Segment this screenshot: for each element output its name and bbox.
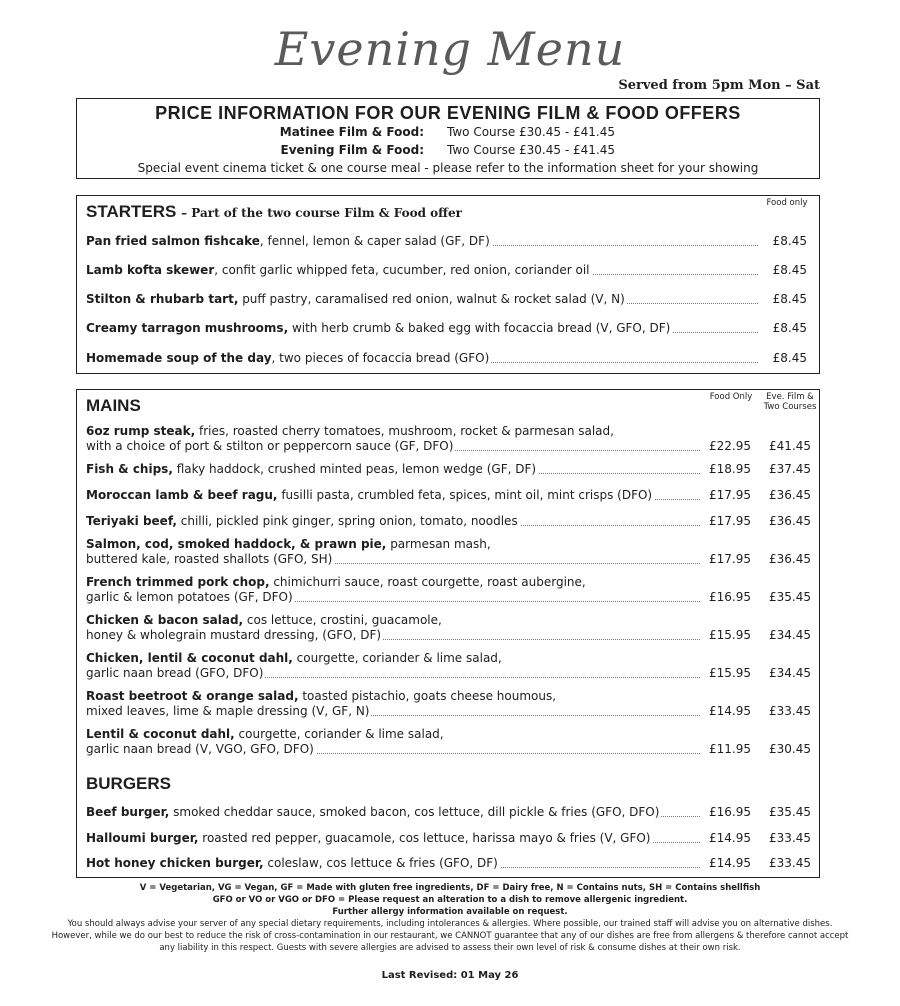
list-item (86, 462, 700, 477)
starters-note: – Part of the two course Film & Food offer (181, 206, 462, 220)
item-price: £8.45 (772, 234, 807, 248)
burgers-heading: BURGERS (86, 774, 172, 793)
item-name: French trimmed pork chop, (86, 575, 270, 589)
list-item (86, 321, 758, 336)
item-eve-price: £36.45 (769, 514, 811, 528)
item-desc: roasted red pepper, guacamole, cos lettuce, harissa mayo & fries (V, GFO) (198, 831, 651, 845)
item-eve-price: £33.45 (769, 856, 811, 870)
item-desc: smoked cheddar sauce, smoked bacon, cos lettuce, dill pickle & fries (GFO, DFO) (169, 805, 660, 819)
item-desc: puff pastry, caramalised red onion, walnut & rocket salad (V, N) (238, 292, 625, 306)
item-desc: flaky haddock, crushed minted peas, lemon wedge (GF, DF) (172, 462, 537, 476)
list-item (86, 727, 700, 757)
item-price: £17.95 (709, 552, 751, 566)
list-item (86, 689, 700, 719)
footer-cross-contamination: However, while we do our best to reduce the risk of cross-contamination in our restaurant, we CANNOT guarantee that any of our dishes are free from allergens & therefore cannot accept (51, 931, 849, 941)
price-info-heading: PRICE INFORMATION FOR OUR EVENING FILM & FOOD OFFERS (155, 103, 741, 123)
item-price: £15.95 (709, 628, 751, 642)
list-item (86, 488, 700, 503)
item-name: Salmon, cod, smoked haddock, & prawn pie, (86, 537, 387, 551)
item-desc-2: buttered kale, roasted shallots (GFO, SH) (86, 552, 333, 566)
item-desc: , confit garlic whipped feta, cucumber, red onion, coriander oil (214, 263, 590, 277)
item-name: Halloumi burger, (86, 831, 199, 845)
item-desc: coleslaw, cos lettuce & fries (GFO, DF) (263, 856, 498, 870)
item-eve-price: £41.45 (769, 439, 811, 453)
mains-col-food-only: Food Only (709, 392, 753, 402)
starters-col-food-only: Food only (766, 198, 808, 208)
footer-liability: any liability in this respect. Guests with severe allergies are advised to assess their own level of risk & consume dishes at their own risk. (159, 943, 741, 953)
item-desc-2: garlic naan bread (GFO, DFO) (86, 666, 264, 680)
footer-advise: You should always advise your server of any special dietary requirements, including intolerances & allergies. Where possible, our trained staff will advise you on alternative dishes. (67, 919, 833, 929)
item-price: £22.95 (709, 439, 751, 453)
item-name: Lentil & coconut dahl, (86, 727, 235, 741)
starters-heading (86, 202, 462, 222)
item-desc-2: honey & wholegrain mustard dressing, (GFO, DF) (86, 628, 382, 642)
item-desc: , two pieces of focaccia bread (GFO) (271, 351, 490, 365)
item-name: Hot honey chicken burger, (86, 856, 264, 870)
item-eve-price: £33.45 (769, 704, 811, 718)
list-item (86, 613, 700, 643)
footer-further-info: Further allergy information available on request. (332, 907, 568, 917)
item-desc: cos lettuce, crostini, guacamole, (243, 613, 442, 627)
menu-title: Evening Menu (274, 22, 626, 76)
item-name: Chicken & bacon salad, (86, 613, 244, 627)
item-name: Roast beetroot & orange salad, (86, 689, 299, 703)
item-name: Pan fried salmon fishcake (86, 234, 260, 248)
item-price: £16.95 (709, 805, 751, 819)
item-price: £8.45 (772, 263, 807, 277)
item-name: Lamb kofta skewer (86, 263, 215, 277)
price-row-value: Two Course £30.45 - £41.45 (447, 143, 615, 157)
list-item (86, 292, 758, 307)
mains-box (76, 389, 820, 878)
item-price: £14.95 (709, 831, 751, 845)
item-price: £16.95 (709, 590, 751, 604)
last-revised: Last Revised: 01 May 26 (381, 970, 519, 981)
item-name: Beef burger, (86, 805, 170, 819)
item-eve-price: £34.45 (769, 666, 811, 680)
item-desc-2: mixed leaves, lime & maple dressing (V, GF, N) (86, 704, 370, 718)
item-eve-price: £35.45 (769, 590, 811, 604)
price-row-label: Evening Film & Food: (280, 143, 424, 157)
special-event-note: Special event cinema ticket & one course meal - please refer to the information sheet for your showing (137, 161, 759, 175)
item-desc-2: with a choice of port & stilton or peppercorn sauce (GF, DFO) (86, 439, 454, 453)
item-desc: parmesan mash, (386, 537, 491, 551)
item-eve-price: £36.45 (769, 552, 811, 566)
list-item (86, 424, 700, 454)
item-price: £14.95 (709, 704, 751, 718)
item-desc: courgette, coriander & lime salad, (292, 651, 502, 665)
item-name: Fish & chips, (86, 462, 173, 476)
item-name: Chicken, lentil & coconut dahl, (86, 651, 293, 665)
item-eve-price: £30.45 (769, 742, 811, 756)
starters-title: STARTERS (86, 202, 177, 221)
list-item (86, 537, 700, 567)
list-item (86, 263, 758, 278)
item-desc: , fennel, lemon & caper salad (GF, DF) (259, 234, 490, 248)
served-times: Served from 5pm Mon – Sat (618, 78, 820, 93)
item-name: Teriyaki beef, (86, 514, 177, 528)
item-price: £11.95 (709, 742, 751, 756)
footer-alteration: GFO or VO or VGO or DFO = Please request an alteration to a dish to remove allergenic ingredient. (212, 895, 688, 905)
item-desc: with herb crumb & baked egg with focaccia bread (V, GFO, DF) (288, 321, 671, 335)
item-desc: chilli, pickled pink ginger, spring onion, tomato, noodles (176, 514, 518, 528)
list-item (86, 805, 700, 820)
list-item (86, 514, 700, 529)
item-eve-price: £34.45 (769, 628, 811, 642)
item-eve-price: £35.45 (769, 805, 811, 819)
item-price: £15.95 (709, 666, 751, 680)
item-name: 6oz rump steak, (86, 424, 196, 438)
mains-col-eve-film: Eve. Film & Two Courses (763, 392, 817, 412)
list-item (86, 651, 700, 681)
list-item (86, 831, 700, 846)
list-item (86, 575, 700, 605)
item-desc-2: garlic & lemon potatoes (GF, DFO) (86, 590, 293, 604)
item-desc: fries, roasted cherry tomatoes, mushroom, rocket & parmesan salad, (195, 424, 614, 438)
item-price: £14.95 (709, 856, 751, 870)
item-price: £8.45 (772, 351, 807, 365)
item-name: Creamy tarragon mushrooms, (86, 321, 289, 335)
item-desc: chimichurri sauce, roast courgette, roast aubergine, (269, 575, 586, 589)
item-desc: courgette, coriander & lime salad, (234, 727, 444, 741)
item-eve-price: £33.45 (769, 831, 811, 845)
item-price: £8.45 (772, 292, 807, 306)
item-name: Moroccan lamb & beef ragu, (86, 488, 278, 502)
item-price: £8.45 (772, 321, 807, 335)
price-info-box (76, 98, 820, 179)
item-price: £17.95 (709, 488, 751, 502)
item-desc: fusilli pasta, crumbled feta, spices, mint oil, mint crisps (DFO) (277, 488, 653, 502)
item-eve-price: £37.45 (769, 462, 811, 476)
item-name: Homemade soup of the day (86, 351, 272, 365)
item-desc: toasted pistachio, goats cheese houmous, (298, 689, 557, 703)
price-row-value: Two Course £30.45 - £41.45 (447, 125, 615, 139)
item-eve-price: £36.45 (769, 488, 811, 502)
allergy-footer (0, 882, 900, 954)
mains-heading: MAINS (86, 396, 141, 415)
footer-key: V = Vegetarian, VG = Vegan, GF = Made with gluten free ingredients, DF = Dairy free, N = Contains nuts, SH = Contains shellfish (139, 883, 761, 893)
starters-box (76, 195, 820, 374)
list-item (86, 234, 758, 249)
item-name: Stilton & rhubarb tart, (86, 292, 239, 306)
price-row-label: Matinee Film & Food: (279, 125, 424, 139)
list-item (86, 856, 700, 871)
item-price: £18.95 (709, 462, 751, 476)
list-item (86, 351, 758, 366)
item-price: £17.95 (709, 514, 751, 528)
item-desc-2: garlic naan bread (V, VGO, GFO, DFO) (86, 742, 314, 756)
